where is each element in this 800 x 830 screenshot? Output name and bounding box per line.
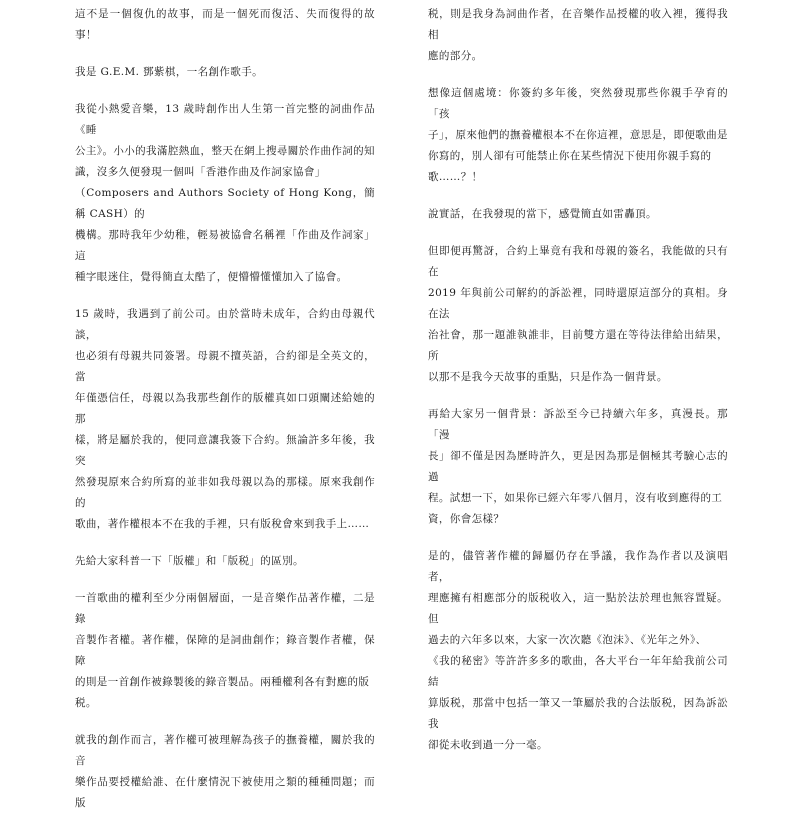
paragraph: 就我的創作而言，著作權可被理解為孩子的撫養權，關於我的音 樂作品要授權給誰、在什麼情況下被使用之類的種種問題；而版 [75, 734, 375, 809]
paragraph: 我從小熱愛音樂，13 歲時創作出人生第一首完整的詞曲作品《睡 公主》。小小的我滿腔熱血，整天在網上搜尋關於作曲作詞的知 識，沒多久便發現一個叫「香港作曲及作詞家協會」 （Composers and Authors Society of Hong Kong，簡稱 CASH）的 機構。那時我年少幼稚，輕易被協會名稱裡「作曲及作詞家」這 種字眼迷住，覺得簡直太酷了，便懵懵懂懂加入了協會。 [75, 103, 375, 283]
paragraph: 說實話，在我發現的當下，感覺簡直如雷轟頂。 [428, 208, 657, 220]
paragraph: 先給大家科普一下「版權」和「版税」的區別。 [75, 555, 304, 567]
paragraph: 這不是一個復仇的故事，而是一個死而復活、失而復得的故事！ [75, 8, 375, 41]
right-column [428, 4, 728, 772]
left-column [75, 4, 375, 830]
paragraph: 是的，儘管著作權的歸屬仍存在爭議，我作為作者以及演唱者， 理應擁有相應部分的版税收入，這一點於法於理也無容置疑。但 過去的六年多以來，大家一次次聽《泡沫》、《光年之外》、 《我的秘密》等許許多多的歌曲，各大平台一年年給我前公司結 算版税，那當中包括一筆又一筆屬於我的合法版税，因為訴訟我 卻從未收到過一分一毫。 [428, 550, 728, 751]
paragraph: 一首歌曲的權利至少分兩個層面，一是音樂作品著作權，二是錄 音製作者權。著作權，保障的是詞曲創作；錄音製作者權，保障 的則是一首創作被錄製後的錄音製品。兩種權利各有對應的版 税。 [75, 592, 375, 709]
paragraph: 想像這個處境：你簽約多年後，突然發現那些你親手孕育的「孩 子」，原來他們的撫養權根本不在你這裡，意思是，即便歌曲是 你寫的，別人卻有可能禁止你在某些情況下使用你親手寫的 歌……？！ [428, 87, 728, 183]
paragraph: 但即便再驚訝，合約上畢竟有我和母親的簽名，我能做的只有在 2019 年與前公司解約的訴訟裡，同時還原這部分的真相。身在法 治社會，那一題誰執誰非，目前雙方還在等待法律給出結果，所 以那不是我今天故事的重點，只是作為一個背景。 [428, 245, 728, 383]
paragraph: 15 歲時，我遇到了前公司。由於當時未成年，合約由母親代談， 也必須有母親共同簽署。母親不擅英語，合約卻是全英文的，當 年僅憑信任，母親以為我那些創作的版權真如口頭闡述給她的那 樣，將是屬於我的，便同意讓我簽下合約。無論許多年後，我突 然發現原來合約所寫的並非如我母親以為的那樣。原來我創作的 歌曲，著作權根本不在我的手裡，只有版稅會來到我手上…… [75, 308, 375, 530]
paragraph: 我是 G.E.M. 鄧紫棋，一名創作歌手。 [75, 66, 264, 78]
paragraph: 税，則是我身為詞曲作者，在音樂作品授權的收入裡，獲得我相 應的部分。 [428, 8, 728, 62]
paragraph: 再給大家另一個背景：訴訟至今已持續六年多，真漫長。那「漫 長」卻不僅是因為歷時許久，更是因為那是個極其考驗心志的過 程。試想一下，如果你已經六年零八個月，沒有收到應得的工 資，你會怎樣？ [428, 408, 728, 525]
